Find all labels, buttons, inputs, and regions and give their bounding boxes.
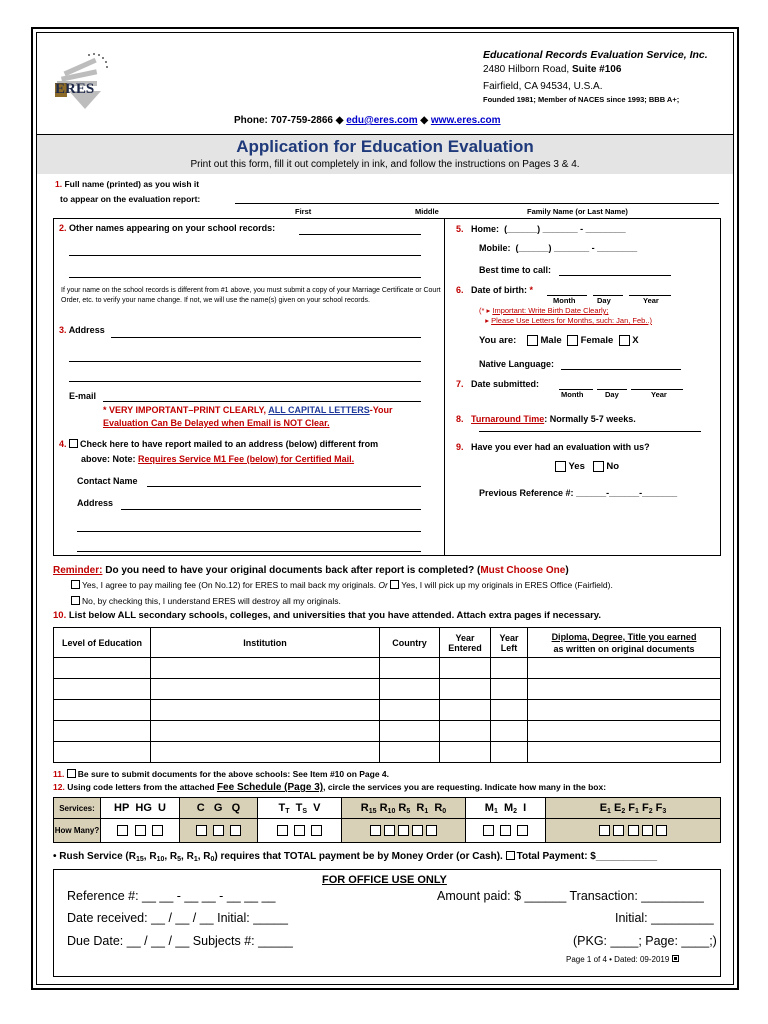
total-payment-checkbox[interactable] bbox=[506, 851, 515, 860]
total-payment-field[interactable]: Total Payment: $___________ bbox=[516, 851, 658, 862]
q6-dob bbox=[456, 285, 533, 295]
q8-turnaround bbox=[456, 414, 636, 424]
q8-num: 8. bbox=[456, 414, 464, 424]
or-text: Or bbox=[378, 580, 388, 590]
svc-group-1[interactable]: HP HG U bbox=[101, 798, 180, 819]
q4-address-field-3[interactable] bbox=[77, 551, 421, 552]
reminder-option-1 bbox=[71, 580, 613, 590]
services-table bbox=[53, 797, 721, 843]
q7-date-submitted bbox=[456, 379, 539, 389]
col-diploma-line-1: Diploma, Degree, Title you earned bbox=[551, 631, 697, 642]
pickup-checkbox[interactable] bbox=[390, 580, 399, 589]
dob-label: Date of birth: bbox=[471, 285, 528, 295]
office-initial: Initial: _________ bbox=[615, 911, 714, 925]
page-footer bbox=[566, 955, 679, 964]
q3-text: Address bbox=[68, 325, 105, 335]
warn-text-a: * VERY IMPORTANT–PRINT CLEARLY, bbox=[103, 405, 269, 415]
office-date-received: Date received: __ / __ / __ Initial: _____ bbox=[67, 911, 288, 925]
female-checkbox[interactable] bbox=[567, 335, 578, 346]
q4-text-2: above: Note: bbox=[81, 454, 139, 464]
q9-no-checkbox[interactable] bbox=[593, 461, 604, 472]
q2-label bbox=[59, 223, 275, 233]
previous-reference-field[interactable]: ______-______-_______ bbox=[576, 488, 678, 498]
q1-family-caption: Family Name (or Last Name) bbox=[527, 207, 628, 216]
address-field-2[interactable] bbox=[69, 361, 421, 362]
office-amount: Amount paid: $ ______ Transaction: _________ bbox=[437, 889, 704, 903]
q11-checkbox[interactable] bbox=[67, 769, 76, 778]
office-title: FOR OFFICE USE ONLY bbox=[322, 874, 447, 886]
turnaround-rule bbox=[479, 431, 701, 432]
warn-text-c: -Your bbox=[369, 405, 393, 415]
x-label: X bbox=[632, 335, 639, 347]
q5-num: 5. bbox=[456, 224, 464, 234]
services-codes-row bbox=[54, 798, 721, 819]
turnaround-text: : Normally 5-7 weeks. bbox=[544, 414, 636, 424]
count-boxes-3[interactable] bbox=[258, 819, 342, 843]
col-diploma-line-2: as written on original documents bbox=[553, 643, 695, 654]
org-address-2: Fairfield, CA 94534, U.S.A. bbox=[483, 81, 603, 92]
previous-reference-label: Previous Reference #: bbox=[479, 488, 574, 498]
q10-num: 10. bbox=[53, 610, 67, 621]
q4-checkbox[interactable] bbox=[69, 439, 78, 448]
svc-group-3[interactable]: $T_T$ $T_S$ V bbox=[258, 798, 342, 819]
dob-day-caption: Day bbox=[597, 296, 611, 305]
q11-num: 11. bbox=[53, 769, 65, 779]
destroy-text: No, by checking this, I understand ERES will destroy all my originals. bbox=[82, 596, 341, 606]
submit-day-caption: Day bbox=[605, 390, 619, 399]
table-row[interactable] bbox=[54, 700, 721, 721]
schools-table bbox=[53, 627, 721, 763]
phone-text: Phone: 707-759-2866 ◆ bbox=[234, 115, 347, 126]
q9-yes-checkbox[interactable] bbox=[555, 461, 566, 472]
q4-address-field-2[interactable] bbox=[77, 531, 421, 532]
org-street: 2480 Hilborn Road, bbox=[483, 64, 572, 75]
turnaround-label: Turnaround Time bbox=[471, 414, 545, 424]
office-pkg: (PKG: ____; Page: ____;) bbox=[573, 934, 717, 948]
count-boxes-6[interactable] bbox=[546, 819, 721, 843]
email-label: E-mail bbox=[69, 391, 97, 401]
q1-num: 1. bbox=[55, 179, 63, 189]
svc-group-4[interactable]: $R_{15}$ $R_{10}$ $R_5$ $R_1$ $R_0$ bbox=[342, 798, 466, 819]
q9-text: Have you ever had an evaluation with us? bbox=[471, 442, 650, 452]
fee-schedule-link[interactable]: Fee Schedule (Page 3) bbox=[216, 782, 324, 793]
q5-mobile bbox=[479, 243, 637, 253]
q9-yes-label: Yes bbox=[568, 461, 585, 473]
email-warning bbox=[103, 404, 393, 430]
q4-num: 4. bbox=[59, 439, 67, 449]
q12-num: 12. bbox=[53, 782, 65, 792]
q10-label bbox=[53, 610, 601, 621]
q2-text: Other names appearing on your school records: bbox=[69, 223, 276, 233]
q4-note: Requires Service M1 Fee (below) for Certified Mail. bbox=[138, 454, 355, 464]
q1-text: Full name (printed) as you wish it bbox=[64, 179, 200, 189]
submit-month-caption: Month bbox=[561, 390, 584, 399]
org-founded: Founded 1981; Member of NACES since 1993; BBB A+; bbox=[483, 95, 680, 104]
dob-star: * bbox=[529, 285, 534, 295]
reminder-label: Reminder: bbox=[53, 565, 103, 576]
website-link[interactable]: www.eres.com bbox=[430, 115, 501, 126]
home-phone-field[interactable]: (______) _______ - ________ bbox=[504, 224, 626, 234]
col-year-entered: Year Entered bbox=[440, 628, 491, 658]
mobile-label: Mobile: bbox=[479, 243, 511, 253]
q1-first-caption: First bbox=[295, 207, 312, 216]
column-divider bbox=[444, 218, 445, 556]
q2-num: 2. bbox=[59, 223, 67, 233]
q7-num: 7. bbox=[456, 379, 464, 389]
rush-text-a: • Rush Service (R bbox=[53, 851, 136, 862]
page-title: Application for Education Evaluation bbox=[236, 137, 534, 156]
you-are-label: You are: bbox=[479, 335, 517, 347]
other-names-field-1[interactable] bbox=[299, 234, 421, 235]
dob-month-caption: Month bbox=[553, 296, 576, 305]
table-row[interactable] bbox=[54, 742, 721, 763]
native-language-field[interactable] bbox=[561, 369, 681, 370]
q9-label bbox=[456, 442, 650, 452]
schools-header-row bbox=[54, 628, 721, 658]
female-label: Female bbox=[580, 335, 614, 347]
how-many-label: How Many? bbox=[54, 819, 101, 843]
services-label: Services: bbox=[54, 798, 101, 819]
mail-back-checkbox[interactable] bbox=[71, 580, 80, 589]
q4-address-field-1[interactable] bbox=[121, 509, 421, 510]
imp-open: (* bbox=[479, 306, 487, 315]
contact-name-label: Contact Name bbox=[77, 476, 138, 486]
separator: ◆ bbox=[417, 115, 431, 126]
col-level: Level of Education bbox=[54, 628, 151, 658]
q1-label-2: to appear on the evaluation report: bbox=[60, 194, 201, 204]
reminder-close: ) bbox=[565, 565, 569, 576]
dob-important-note: (* ▸ Important: Write Birth Date Clearly; ▸ Please Use Letters for Months, such: Jan, Feb..) bbox=[479, 306, 653, 325]
q4-note-line bbox=[81, 454, 354, 464]
q10-text: List below ALL secondary schools, colleges, and universities that you have attended. Attach extra pages if necessary. bbox=[68, 610, 602, 621]
title-band bbox=[37, 134, 733, 174]
org-address-1 bbox=[483, 64, 621, 75]
mail-back-text: Yes, I agree to pay mailing fee (On No.12) for ERES to mail back my originals. bbox=[82, 580, 379, 590]
home-label: Home: bbox=[471, 224, 500, 234]
other-names-field-3[interactable] bbox=[69, 277, 421, 278]
q9-options bbox=[555, 461, 619, 472]
q3-label bbox=[59, 325, 105, 335]
warn-text-d: Evaluation Can Be Delayed when Email is NOT Clear. bbox=[103, 418, 330, 428]
org-name: Educational Records Evaluation Service, Inc. bbox=[483, 49, 708, 61]
native-language-label: Native Language: bbox=[479, 359, 555, 369]
address-field-1[interactable] bbox=[111, 337, 421, 338]
q12-text-a: Using code letters from the attached bbox=[67, 782, 217, 792]
address-field-3[interactable] bbox=[69, 381, 421, 382]
q5-home bbox=[456, 224, 626, 234]
logo-text: ERES bbox=[55, 81, 95, 97]
email-link[interactable]: edu@eres.com bbox=[346, 115, 418, 126]
footer-text: Page 1 of 4 • Dated: 09-2019 bbox=[566, 955, 670, 964]
q3-num: 3. bbox=[59, 325, 67, 335]
q1-label bbox=[55, 179, 199, 189]
imp-line-2: Please Use Letters for Months, such: Jan, Feb..) bbox=[491, 316, 653, 325]
q1-middle-caption: Middle bbox=[415, 207, 439, 216]
table-row[interactable] bbox=[54, 721, 721, 742]
office-reference: Reference #: __ __ - __ __ - __ __ __ bbox=[67, 889, 276, 903]
q4-text: Check here to have report mailed to an address (below) different from bbox=[80, 439, 379, 449]
q12-label bbox=[53, 782, 606, 793]
q9-num: 9. bbox=[456, 442, 464, 452]
male-checkbox[interactable] bbox=[527, 335, 538, 346]
best-time-field[interactable] bbox=[559, 275, 671, 276]
eres-logo bbox=[49, 51, 119, 111]
previous-reference bbox=[479, 488, 677, 498]
col-diploma bbox=[528, 628, 721, 658]
col-institution: Institution bbox=[151, 628, 380, 658]
submit-year-caption: Year bbox=[651, 390, 667, 399]
q12-text-c: , circle the services you are requesting. Indicate how many in the box: bbox=[323, 782, 607, 792]
reminder-option-2 bbox=[71, 596, 341, 606]
email-field[interactable] bbox=[103, 401, 421, 402]
rush-service-line: • Rush Service ($R_{15}$, $R_{10}$, $R_5$, $R_1$, $R_0$) requires that TOTAL payment be by Money Order (or Cash). Total Payment: $___________ bbox=[53, 851, 658, 863]
pickup-text: Yes, I will pick up my originals in ERES Office (Fairfield). bbox=[401, 580, 613, 590]
q6-num: 6. bbox=[456, 285, 464, 295]
dob-year-caption: Year bbox=[643, 296, 659, 305]
count-boxes-1[interactable] bbox=[101, 819, 180, 843]
q11-text: Be sure to submit documents for the above schools: See Item #10 on Page 4. bbox=[77, 769, 390, 779]
org-suite: Suite #106 bbox=[571, 64, 622, 75]
mobile-phone-field[interactable]: (______) _______ - ________ bbox=[515, 243, 638, 253]
other-names-field-2[interactable] bbox=[69, 255, 421, 256]
table-row[interactable] bbox=[54, 679, 721, 700]
office-due-date: Due Date: __ / __ / __ Subjects #: _____ bbox=[67, 934, 293, 948]
personal-info-box bbox=[53, 218, 721, 556]
full-name-field[interactable] bbox=[235, 203, 719, 204]
footer-square-icon bbox=[672, 955, 679, 962]
count-boxes-5[interactable] bbox=[466, 819, 546, 843]
q4-label bbox=[59, 439, 378, 449]
count-boxes-2[interactable] bbox=[180, 819, 258, 843]
count-boxes-4[interactable] bbox=[342, 819, 466, 843]
table-row[interactable] bbox=[54, 658, 721, 679]
form-border bbox=[36, 32, 734, 985]
q9-no-label: No bbox=[606, 461, 620, 473]
x-checkbox[interactable] bbox=[619, 335, 630, 346]
destroy-checkbox[interactable] bbox=[71, 596, 80, 605]
imp-line-1: Important: Write Birth Date Clearly; bbox=[492, 306, 609, 315]
col-country: Country bbox=[380, 628, 440, 658]
date-submitted-label: Date submitted: bbox=[471, 379, 540, 389]
q2-note: If your name on the school records is different from #1 above, you must submit a copy of your Marriage Certificate or Court Order, etc. to verify your name change. If not, we will use the name(s) given on your school records. bbox=[61, 287, 441, 304]
warn-text-caps: ALL CAPITAL LETTERS bbox=[268, 405, 370, 415]
gender-row bbox=[479, 335, 639, 346]
best-time-label: Best time to call: bbox=[479, 265, 552, 275]
q4-address-label: Address bbox=[77, 498, 114, 508]
male-label: Male bbox=[540, 335, 562, 347]
svc-group-5[interactable]: $M_1$ $M_2$ I bbox=[466, 798, 546, 819]
reminder-question: Do you need to have your original documents back after report is completed? ( bbox=[102, 565, 481, 576]
svc-group-2[interactable]: C G Q bbox=[180, 798, 258, 819]
col-year-left: Year Left bbox=[491, 628, 528, 658]
rush-text-b: ) requires that TOTAL payment be by Money Order (or Cash). bbox=[214, 851, 503, 862]
contact-name-field[interactable] bbox=[147, 486, 421, 487]
form-page bbox=[31, 27, 739, 990]
services-count-row bbox=[54, 819, 721, 843]
contact-line bbox=[234, 115, 501, 126]
q11-label bbox=[53, 769, 389, 779]
svc-group-6[interactable]: $E_1$ $E_2$ $F_1$ $F_2$ $F_3$ bbox=[546, 798, 721, 819]
reminder-line bbox=[53, 565, 569, 576]
must-choose-one: Must Choose One bbox=[480, 565, 566, 576]
page-subtitle: Print out this form, fill it out completely in ink, and follow the instructions on Pages 3 & 4. bbox=[190, 159, 580, 170]
